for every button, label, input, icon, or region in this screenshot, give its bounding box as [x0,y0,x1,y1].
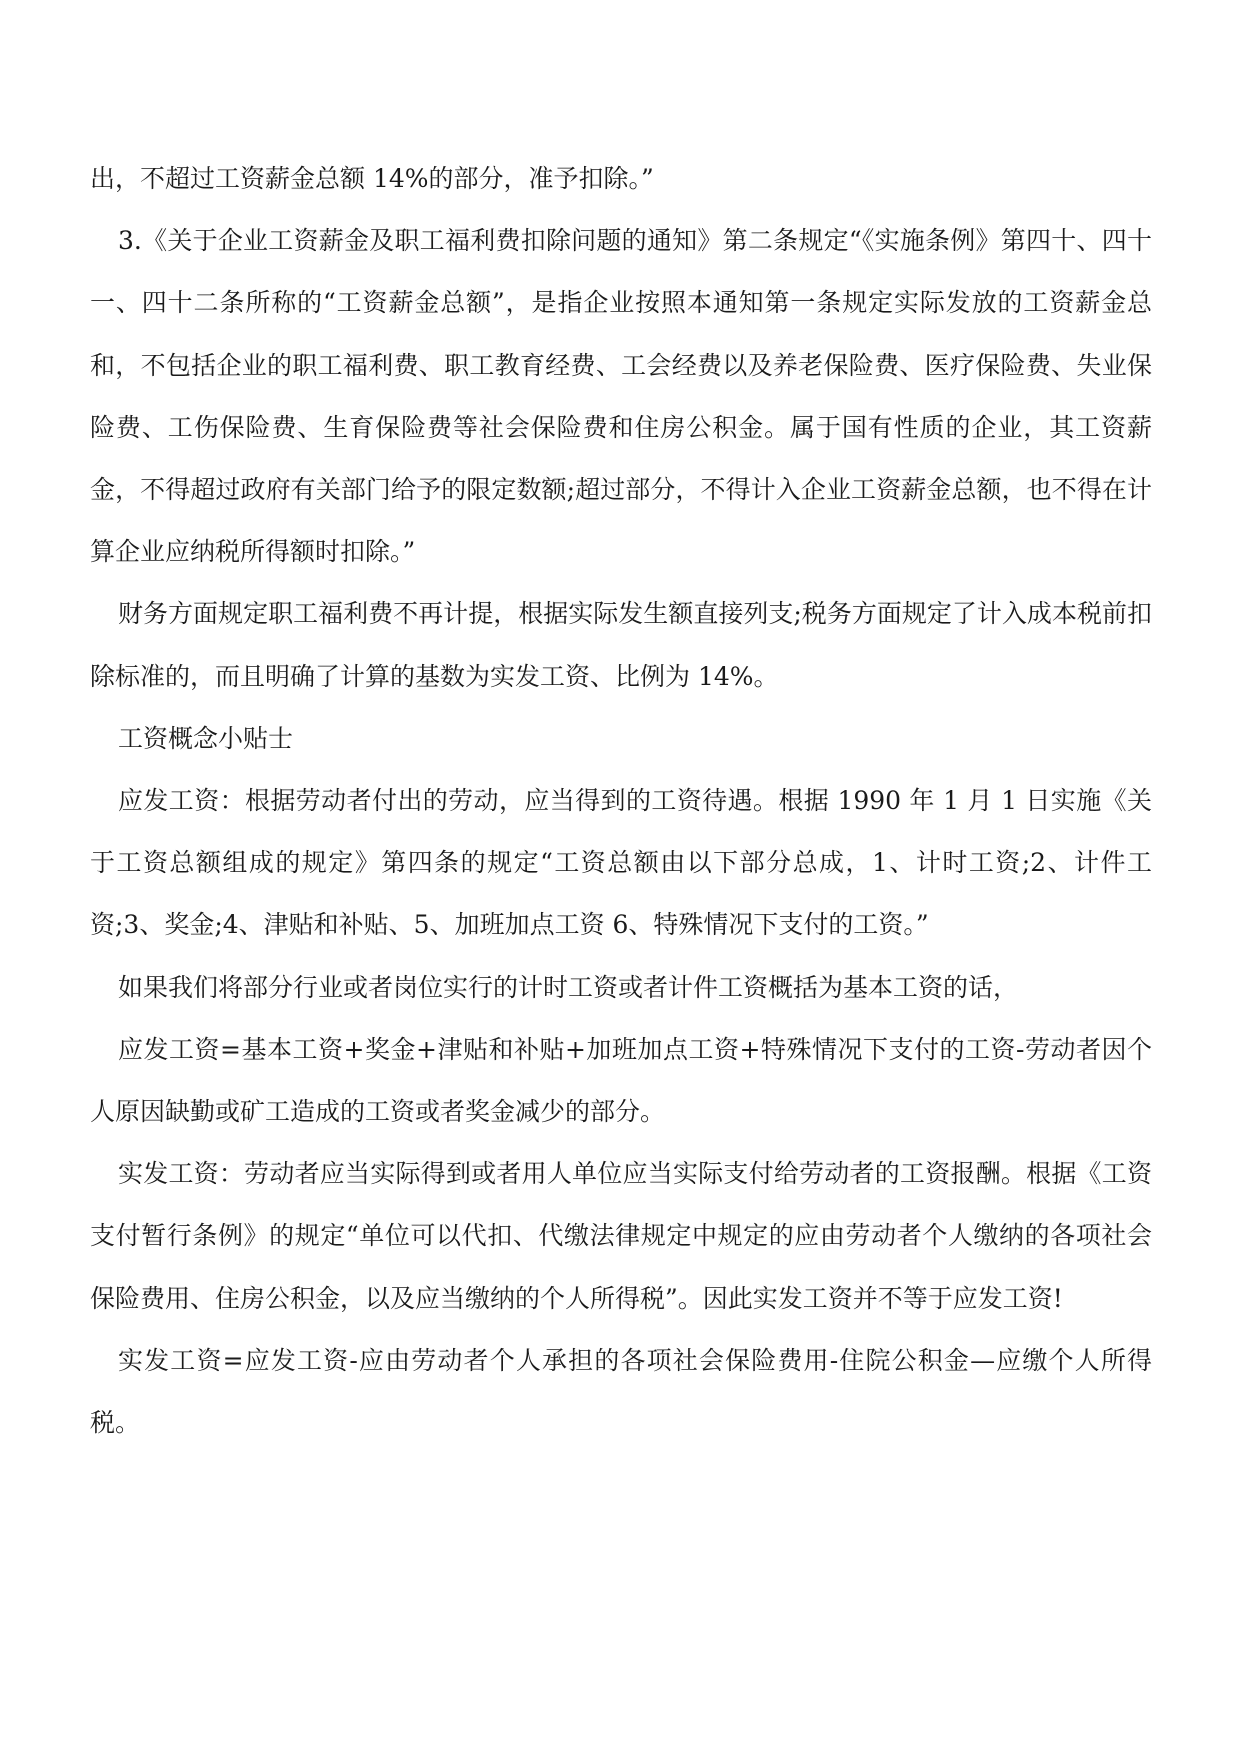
paragraph-gross-wage-definition: 应发工资：根据劳动者付出的劳动，应当得到的工资待遇。根据 1990 年 1 月 1 日实施《关于工资总额组成的规定》第四条的规定“工资总额由以下部分总成，1、计时工资;2、计件工资;3、奖金;4、津贴和补贴、5、加班加点工资 6、特殊情况下支付的工资。” [90,786,1152,940]
paragraph-continuation: 出，不超过工资薪金总额 14%的部分，准予扣除。” [90,164,654,193]
paragraph-basic-wage-note: 如果我们将部分行业或者岗位实行的计时工资或者计件工资概括为基本工资的话， [118,972,1019,1002]
paragraph-net-wage-definition: 实发工资：劳动者应当实际得到或者用人单位应当实际支付给劳动者的工资报酬。根据《工资支付暂行条例》的规定“单位可以代扣、代缴法律规定中规定的应由劳动者个人缴纳的各项社会保险费用、住房公积金，以及应当缴纳的个人所得税”。因此实发工资并不等于应发工资! [90,1159,1152,1313]
section-heading-wage-tips: 工资概念小贴士 [118,723,294,753]
paragraph-finance-tax-rules: 财务方面规定职工福利费不再计提，根据实际发生额直接列支;税务方面规定了计入成本税前扣除标准的，而且明确了计算的基数为实发工资、比例为 14%。 [90,599,1152,691]
paragraph-notice-article-2: 3.《关于企业工资薪金及职工福利费扣除问题的通知》第二条规定“《实施条例》第四十、四十一、四十二条所称的“工资薪金总额”，是指企业按照本通知第一条规定实际发放的工资薪金总和，不包括企业的职工福利费、职工教育经费、工会经费以及养老保险费、医疗保险费、失业保险费、工伤保险费、生育保险费等社会保险费和住房公积金。属于国有性质的企业，其工资薪金，不得超过政府有关部门给予的限定数额;超过部分，不得计入企业工资薪金总额，也不得在计算企业应纳税所得额时扣除。” [90,226,1152,567]
paragraph-gross-wage-formula: 应发工资=基本工资+奖金+津贴和补贴+加班加点工资+特殊情况下支付的工资-劳动者因个人原因缺勤或矿工造成的工资或者奖金减少的部分。 [90,1034,1152,1127]
paragraph-net-wage-formula: 实发工资=应发工资-应由劳动者个人承担的各项社会保险费用-住院公积金—应缴个人所得税。 [90,1345,1152,1438]
document-page [90,148,1152,1454]
